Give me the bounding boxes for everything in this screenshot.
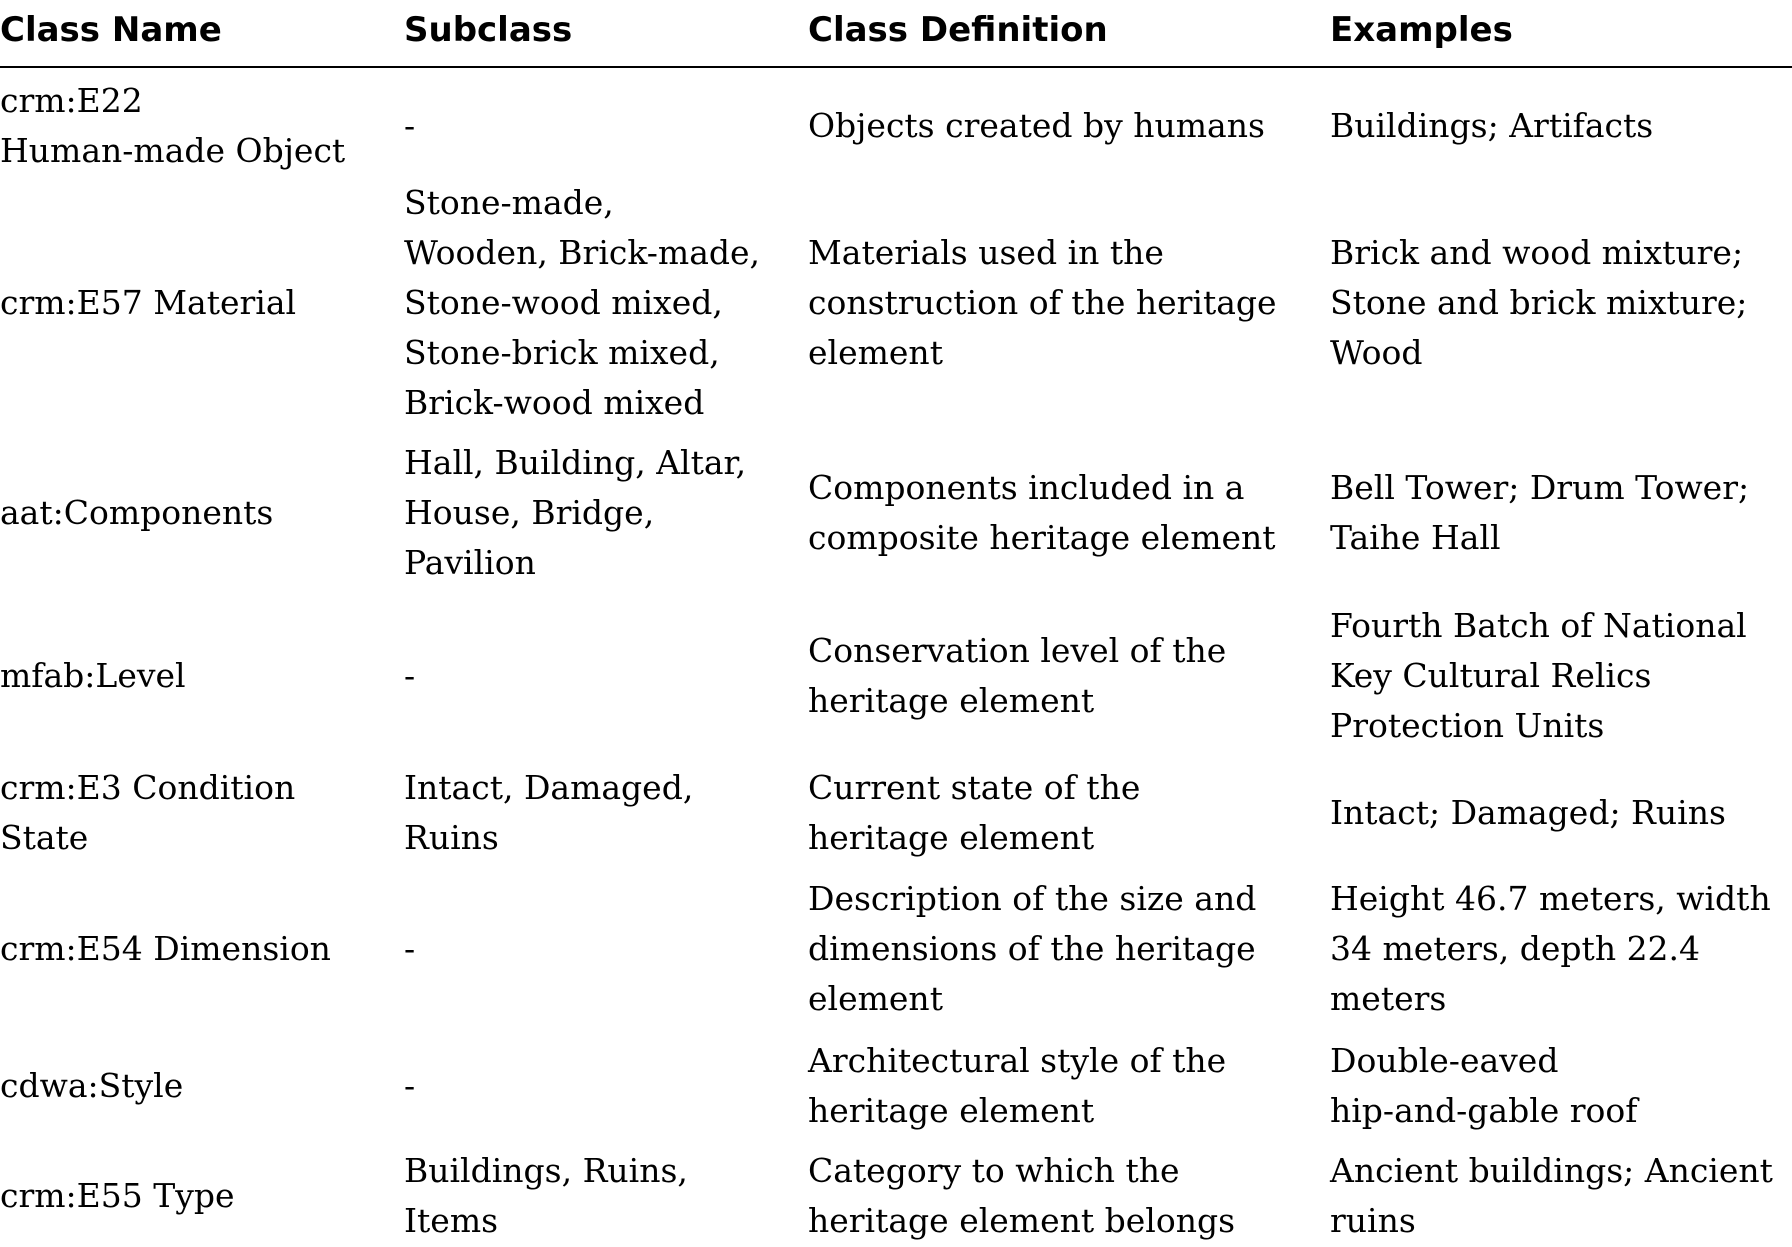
class-name-cell: mfab:Level: [0, 656, 186, 695]
subclass-cell: -: [404, 929, 416, 968]
table-row: [0, 1036, 1792, 1136]
class-name-cell: crm:E57 Material: [0, 283, 297, 322]
class-name-cell: crm:E3 Condition State: [0, 768, 296, 857]
subclass-cell: -: [404, 106, 416, 145]
examples-cell: Bell Tower; Drum Tower; Taihe Hall: [1330, 468, 1750, 557]
examples-cell: Height 46.7 meters, width 34 meters, depth 22.4 meters: [1330, 879, 1771, 1018]
definition-cell: Objects created by humans: [808, 106, 1265, 145]
subclass-cell: -: [404, 1066, 416, 1105]
class-name-cell: aat:Components: [0, 493, 274, 532]
class-name-cell: cdwa:Style: [0, 1066, 184, 1105]
table-row: [0, 76, 1792, 176]
header-class-name: Class Name: [0, 10, 222, 50]
subclass-cell: Stone-made, Wooden, Brick-made, Stone-wood mixed, Stone-brick mixed, Brick-wood mixed: [404, 183, 761, 422]
definition-cell: Category to which the heritage element belongs: [808, 1151, 1236, 1240]
examples-cell: Brick and wood mixture; Stone and brick mixture; Wood: [1330, 233, 1748, 372]
subclass-cell: Buildings, Ruins, Items: [404, 1151, 688, 1240]
subclass-cell: -: [404, 656, 416, 695]
definition-cell: Conservation level of the heritage element: [808, 631, 1227, 720]
table-row: [0, 178, 1792, 428]
class-name-cell: crm:E54 Dimension: [0, 929, 331, 968]
class-name-cell: crm:E55 Type: [0, 1176, 235, 1215]
subclass-cell: Hall, Building, Altar, House, Bridge, Pavilion: [404, 443, 747, 582]
table-row: [0, 1146, 1792, 1246]
definition-cell: Description of the size and dimensions of the heritage element: [808, 879, 1257, 1018]
table-row: [0, 600, 1792, 752]
examples-cell: Fourth Batch of National Key Cultural Relics Protection Units: [1330, 606, 1747, 745]
header-class-definition: Class Definition: [808, 10, 1108, 50]
class-name-cell: crm:E22 Human-made Object: [0, 81, 346, 170]
table-row: [0, 874, 1792, 1024]
header-examples: Examples: [1330, 10, 1513, 50]
header-subclass: Subclass: [404, 10, 573, 50]
table-header: [0, 0, 1792, 68]
table-row: [0, 438, 1792, 588]
examples-cell: Intact; Damaged; Ruins: [1330, 793, 1726, 832]
examples-cell: Double-eaved hip-and-gable roof: [1330, 1041, 1638, 1130]
definition-cell: Architectural style of the heritage element: [808, 1041, 1227, 1130]
examples-cell: Ancient buildings; Ancient ruins: [1330, 1151, 1773, 1240]
examples-cell: Buildings; Artifacts: [1330, 106, 1654, 145]
definition-cell: Materials used in the construction of the heritage element: [808, 233, 1277, 372]
definition-cell: Components included in a composite heritage element: [808, 468, 1276, 557]
table-row: [0, 763, 1792, 863]
definition-cell: Current state of the heritage element: [808, 768, 1141, 857]
subclass-cell: Intact, Damaged, Ruins: [404, 768, 694, 857]
